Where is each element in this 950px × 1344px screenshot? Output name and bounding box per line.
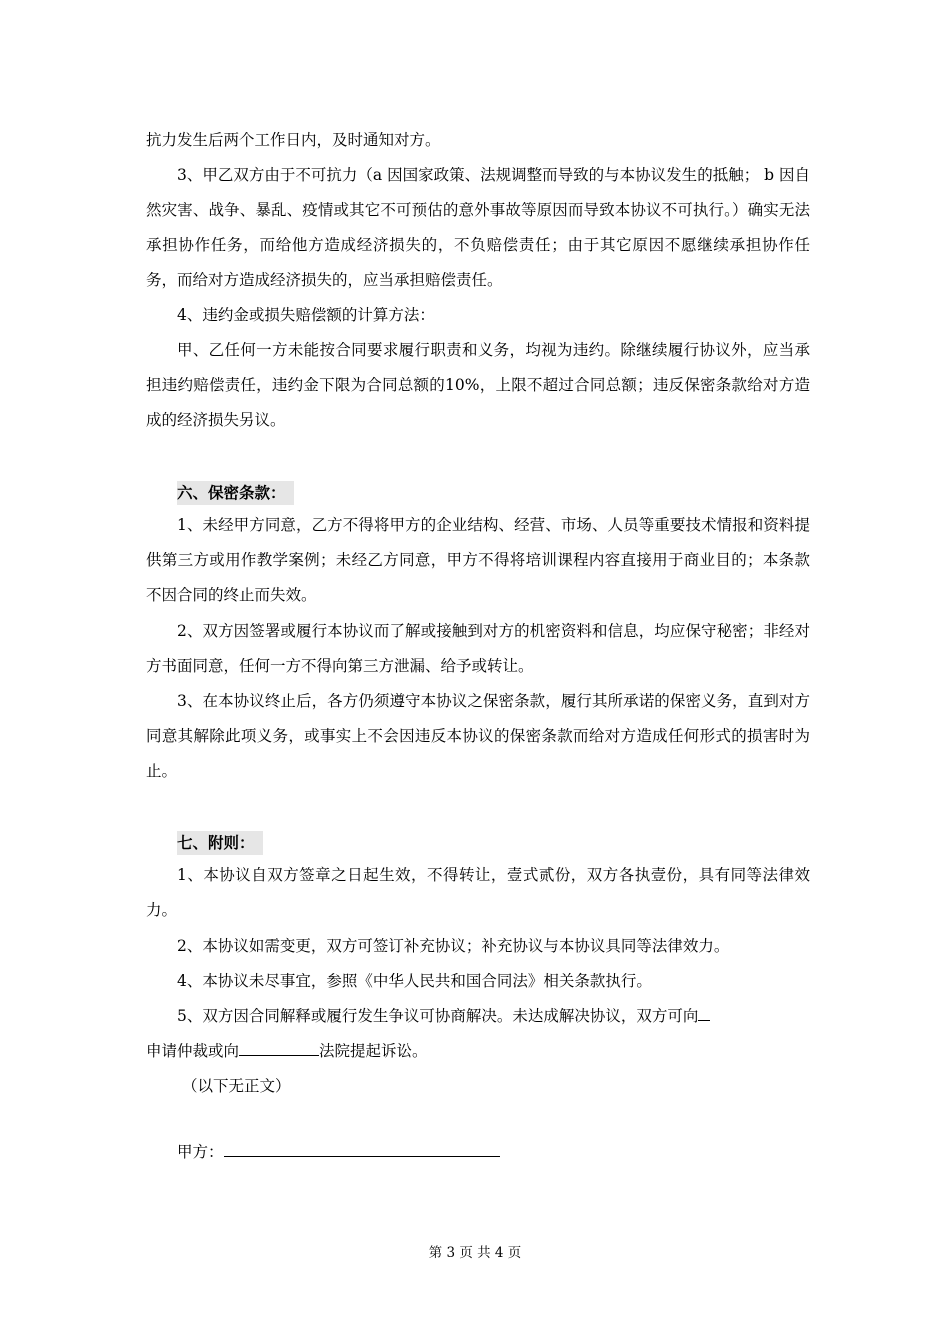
section-7-item-5 [146,999,810,1069]
party-a-label: 甲方： [177,1143,224,1161]
end-note: （以下无正文） [182,1077,291,1095]
paragraph-item-3: 3、甲乙双方由于不可抗力（a 因国家政策、法规调整而导致的与本协议发生的抵触； b 因自然灾害、战争、暴乱、疫情或其它不可预估的意外事故等原因而导致本协议不可执行。）确实无法承担协作任务，而给他方造成经济损失的，不负赔偿责任；由于其它原因不愿继续承担协作任务，而给对方造成经济损失的，应当承担赔偿责任。 [146,166,810,289]
section-6-item-1: 1、未经甲方同意，乙方不得将甲方的企业结构、经营、市场、人员等重要技术情报和资料提供第三方或用作教学案例；未经乙方同意，甲方不得将培训课程内容直接用于商业目的；本条款不因合同的终止而失效。 [146,516,810,604]
section-6-item-2: 2、双方因签署或履行本协议而了解或接触到对方的机密资料和信息，均应保守秘密；非经对方书面同意，任何一方不得向第三方泄漏、给予或转让。 [146,622,810,675]
paragraph-item-4: 4、违约金或损失赔偿额的计算方法： [177,306,435,324]
paragraph-item-4-body: 甲、乙任何一方未能按合同要求履行职责和义务，均视为违约。除继续履行协议外，应当承担违约赔偿责任，违约金下限为合同总额的10%，上限不超过合同总额；违反保密条款给对方造成的经济损失另议。 [146,341,810,429]
paragraph-force-majeure-tail: 抗力发生后两个工作日内，及时通知对方。 [146,131,441,149]
section-7-heading: 七、附则： [177,831,263,855]
party-a-signature-row [177,1136,500,1167]
party-a-signature-line [224,1136,500,1157]
page-footer: 第 3 页 共 4 页 [428,1245,522,1261]
section-7-item-4: 4、本协议未尽事宜，参照《中华人民共和国合同法》相关条款执行。 [177,972,652,990]
section-7-item-2: 2、本协议如需变更，双方可签订补充协议；补充协议与本协议具同等法律效力。 [177,937,730,955]
section-7-item-5-text-c: 法院提起诉讼。 [319,1042,428,1060]
court-blank [239,1037,319,1056]
arbitration-blank [698,1002,710,1021]
section-6-heading: 六、保密条款： [177,481,294,505]
section-7-item-5-text-b: 申请仲裁或向 [146,1042,240,1060]
section-7-item-5-text-a: 5、双方因合同解释或履行发生争议可协商解决。未达成解决协议，双方可向 [177,1007,699,1025]
section-7-item-1: 1、本协议自双方签章之日起生效，不得转让，壹式贰份，双方各执壹份，具有同等法律效力。 [146,866,810,919]
section-6-item-3: 3、在本协议终止后，各方仍须遵守本协议之保密条款，履行其所承诺的保密义务，直到对方同意其解除此项义务，或事实上不会因违反本协议的保密条款而给对方造成任何形式的损害时为止。 [146,692,810,780]
